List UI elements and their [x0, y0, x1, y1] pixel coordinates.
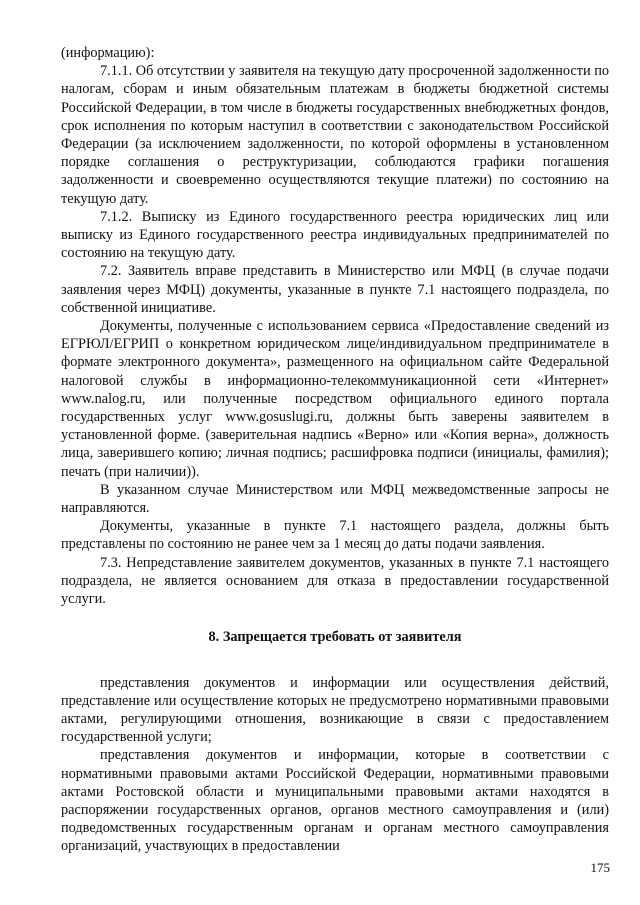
section-heading: 8. Запрещается требовать от заявителя [208, 629, 462, 646]
paragraph-prohibition-2: представления документов и информации, которые в соответствии с нормативными правовыми актами Российской Федерации, нормативными правовыми актами Ростовской области и муниципальными правовыми актами находятся в распоряжении государственных органов, органов местного самоуправления и (или) подведомственных государственным органам и органам местного самоуправления организаций, участвующих в предоставлении [61, 747, 609, 855]
paragraph-no-requests: В указанном случае Министерством или МФЦ межведомственные запросы не направляются. [61, 481, 609, 517]
paragraph-7-1-1: 7.1.1. Об отсутствии у заявителя на текущую дату просроченной задолженности по налогам, сборам и иным обязательным платежам в бюджеты бюджетной системы Российской Федерации, в том числе в бюджеты государственных внебюджетных фондов, срок исполнения по которым наступил в соответствии с законодательством Российской Федерации (за исключением задолженности, по которой оформлены в установленном порядке соглашения о реструктуризации, соблюдаются графики погашения задолженности и своевременно осуществляются текущие платежи) по состоянию на текущую дату. [61, 63, 609, 207]
paragraph-7-1-2: 7.1.2. Выписку из Единого государственного реестра юридических лиц или выписку из Единого государственного реестра индивидуальных предпринимателей по состоянию на текущую дату. [61, 208, 609, 262]
paragraph-documents-date: Документы, указанные в пункте 7.1 настоящего раздела, должны быть представлены по состоянию не ранее чем за 1 месяц до даты подачи заявления. [61, 518, 609, 553]
paragraph-7-3: 7.3. Непредставление заявителем документов, указанных в пункте 7.1 настоящего подраздела, не является основанием для отказа в предоставлении государственной услуги. [61, 554, 609, 608]
paragraph-documents-egrul: Документы, полученные с использованием сервиса «Предоставление сведений из ЕГРЮЛ/ЕГРИП о конкретном юридическом лице/индивидуальном предпринимателе в формате электронного документа», размещенного на официальном сайте Федеральной налоговой службы в информационно-телекоммуникационной сети «Интернет» www.nalog.ru, или полученные посредством официального единого портала государственных услуг www.gosuslugi.ru, должны быть заверены заявителем в установленной форме. (заверительная надпись «Верно» или «Копия верна», должность лица, заверившего копию; личная подпись; расшифровка подписи (инициалы, фамилия); печать (при наличии)). [61, 318, 609, 480]
paragraph-7-2: 7.2. Заявитель вправе представить в Министерство или МФЦ (в случае подачи заявления через МФЦ) документы, указанные в пункте 7.1 настоящего подраздела, по собственной инициативе. [61, 263, 609, 316]
page-number: 175 [590, 860, 610, 875]
paragraph-intro: (информацию): [61, 45, 155, 61]
paragraph-prohibition-1: представления документов и информации или осуществления действий, представление или осуществление которых не предусмотрено нормативными правовыми актами, регулирующими отношения, возникающие в связи с предоставлением государственной услуги; [61, 674, 609, 746]
document-page [61, 44, 609, 856]
